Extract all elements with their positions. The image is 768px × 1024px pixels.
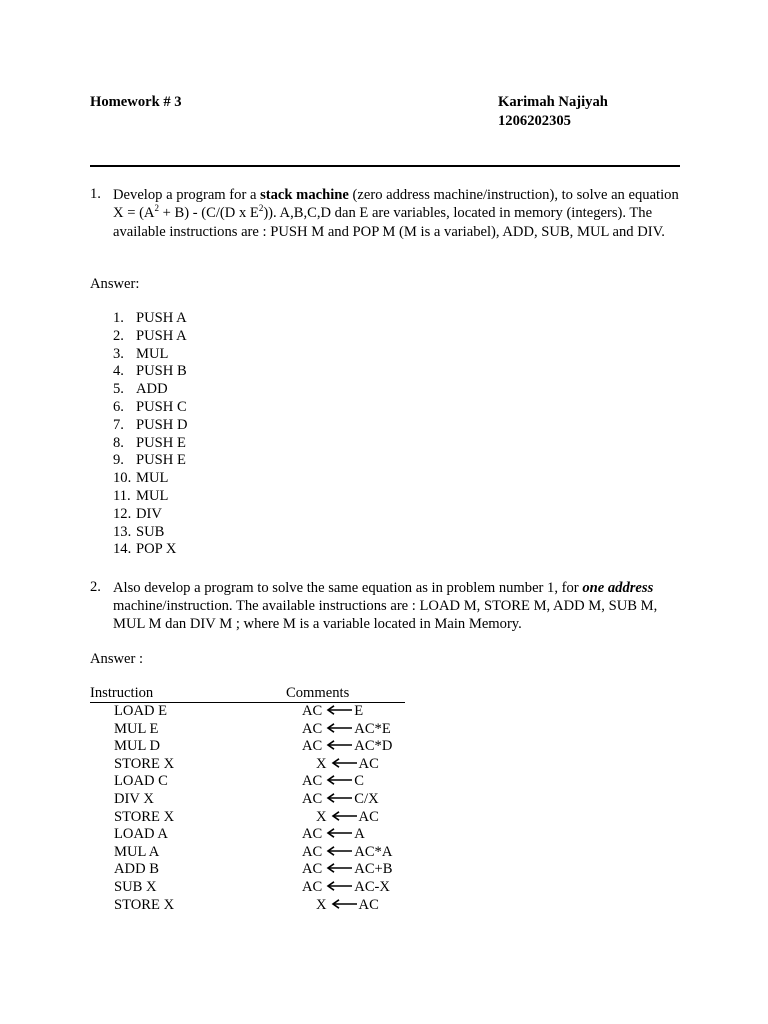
left-arrow-icon	[326, 721, 350, 731]
comment-cell	[316, 756, 379, 774]
table-row	[90, 897, 420, 915]
comment-dest: X	[316, 808, 327, 825]
comment-src: E	[354, 703, 364, 719]
list-item-number: 7.	[113, 416, 124, 433]
list-item-text: MUL	[136, 345, 169, 362]
left-arrow-icon	[326, 844, 350, 854]
list-item-number: 2.	[113, 327, 124, 344]
instruction-cell: DIV X	[114, 791, 154, 807]
list-item-number: 11.	[113, 487, 131, 504]
list-item	[113, 381, 188, 399]
list-item-number: 6.	[113, 398, 124, 415]
list-item	[113, 435, 188, 453]
list-item-text: PUSH E	[136, 452, 186, 469]
instruction-cell: STORE X	[114, 755, 175, 772]
question-1-answer-label: Answer:	[90, 276, 140, 292]
list-item	[113, 346, 188, 364]
comment-cell	[316, 809, 379, 827]
comment-cell	[302, 879, 390, 897]
list-item	[113, 488, 188, 506]
list-item	[113, 363, 188, 381]
comment-cell	[302, 703, 363, 721]
comment-cell	[302, 721, 391, 739]
comment-dest: AC	[302, 826, 323, 843]
question-2-number: 2.	[90, 579, 101, 595]
table-row	[90, 791, 420, 809]
comment-dest: AC	[302, 861, 323, 878]
list-item-text: MUL	[136, 487, 169, 504]
comment-cell	[302, 861, 393, 879]
left-arrow-icon	[331, 897, 355, 907]
comment-src: AC*E	[354, 720, 391, 737]
list-item	[113, 310, 188, 328]
instruction-cell: ADD B	[114, 861, 159, 878]
table-row	[90, 721, 420, 739]
comment-dest: AC	[302, 738, 323, 755]
list-item-text: ADD	[136, 381, 168, 398]
header-divider	[90, 165, 680, 167]
question-1-text: Develop a program for a stack machine (zero address machine/instruction), to solve an equation $X = (A^2 + B) - (C/(D$ x $E^2$)). A,B,C,D dan E are variables, located in memory (integers). The available instructions are : PUSH M and POP M (M is a variabel), ADD, SUB, MUL and DIV.	[113, 187, 679, 240]
comment-src: AC*D	[354, 738, 393, 755]
left-arrow-icon	[331, 809, 355, 819]
list-item-text: PUSH E	[136, 434, 186, 451]
table-row	[90, 879, 420, 897]
instruction-cell: LOAD E	[114, 703, 168, 719]
comment-src: AC-X	[354, 879, 390, 895]
instruction-table	[90, 703, 420, 923]
list-item-number: 10.	[113, 470, 132, 487]
comment-dest: AC	[302, 720, 323, 737]
list-item	[113, 541, 188, 559]
list-item-text: SUB	[136, 523, 165, 540]
table-row	[90, 703, 420, 721]
comment-src: AC	[358, 808, 379, 825]
list-item-text: PUSH C	[136, 398, 187, 415]
comment-dest: AC	[302, 843, 323, 860]
list-item-text: PUSH A	[136, 327, 187, 344]
comment-dest: X	[316, 755, 327, 772]
table-row	[90, 773, 420, 791]
comment-dest: AC	[302, 791, 323, 807]
instruction-cell: MUL D	[114, 738, 161, 755]
left-arrow-icon	[326, 791, 350, 801]
author-name: Karimah Najiyah	[498, 94, 608, 110]
instruction-cell: SUB X	[114, 879, 157, 895]
comment-dest: AC	[302, 773, 323, 790]
comment-src: AC	[358, 896, 379, 913]
student-id: 1206202305	[498, 113, 571, 129]
list-item	[113, 524, 188, 542]
list-item-text: POP X	[136, 541, 177, 558]
comment-src: AC+B	[354, 861, 393, 878]
list-item-number: 14.	[113, 541, 132, 558]
list-item-number: 5.	[113, 381, 124, 398]
table-row	[90, 809, 420, 827]
instruction-cell: STORE X	[114, 808, 175, 825]
left-arrow-icon	[326, 773, 350, 783]
left-arrow-icon	[326, 879, 350, 889]
instruction-cell: STORE X	[114, 896, 175, 913]
list-item-number: 9.	[113, 452, 124, 469]
comment-cell	[302, 773, 364, 791]
list-item	[113, 452, 188, 470]
question-2-answer-label: Answer :	[90, 651, 144, 667]
left-arrow-icon	[326, 861, 350, 871]
table-header-comments: Comments	[286, 685, 350, 701]
list-item	[113, 417, 188, 435]
question-1-number: 1.	[90, 186, 101, 202]
list-item-number: 12.	[113, 505, 132, 522]
instruction-cell: MUL E	[114, 720, 159, 737]
list-item-text: MUL	[136, 470, 169, 487]
question-2-text: Also develop a program to solve the same equation as in problem number 1, for one address machine/instruction. The available instructions are : LOAD M, STORE M, ADD M, SUB M, MUL M dan DIV M ; where M is a variable located in Main Memory.	[113, 580, 658, 632]
list-item-text: DIV	[136, 505, 162, 522]
instruction-cell: MUL A	[114, 843, 160, 860]
instruction-cell: LOAD C	[114, 773, 168, 790]
homework-title: Homework # 3	[90, 94, 182, 110]
left-arrow-icon	[326, 703, 350, 713]
table-row	[90, 826, 420, 844]
comment-cell	[302, 826, 365, 844]
left-arrow-icon	[326, 826, 350, 836]
list-item	[113, 399, 188, 417]
question-2-bold-italic: one address	[582, 580, 654, 596]
comment-dest: X	[316, 896, 327, 913]
list-item-text: PUSH B	[136, 363, 187, 380]
list-item-number: 13.	[113, 523, 132, 540]
table-row	[90, 738, 420, 756]
comment-cell	[302, 738, 392, 756]
instruction-cell: LOAD A	[114, 826, 168, 843]
comment-src: A	[354, 826, 365, 843]
comment-src: AC*A	[354, 843, 393, 860]
question-1-bold: stack machine	[260, 187, 349, 203]
comment-dest: AC	[302, 879, 323, 895]
list-item-text: PUSH D	[136, 416, 188, 433]
table-row	[90, 861, 420, 879]
list-item-number: 4.	[113, 363, 124, 380]
table-row	[90, 756, 420, 774]
comment-cell	[316, 897, 379, 915]
list-item	[113, 470, 188, 488]
comment-src: C/X	[354, 791, 379, 807]
list-item	[113, 506, 188, 524]
list-item-text: PUSH A	[136, 310, 187, 326]
left-arrow-icon	[331, 756, 355, 766]
list-item-number: 1.	[113, 310, 124, 326]
list-item-number: 8.	[113, 434, 124, 451]
comment-src: AC	[358, 755, 379, 772]
comment-dest: AC	[302, 703, 323, 719]
list-item	[113, 328, 188, 346]
table-header-instruction: Instruction	[90, 685, 154, 701]
comment-cell	[302, 844, 392, 862]
table-row	[90, 844, 420, 862]
comment-src: C	[354, 773, 365, 790]
question-1-answer-list	[113, 310, 188, 559]
comment-cell	[302, 791, 379, 809]
left-arrow-icon	[326, 738, 350, 748]
list-item-number: 3.	[113, 345, 124, 362]
